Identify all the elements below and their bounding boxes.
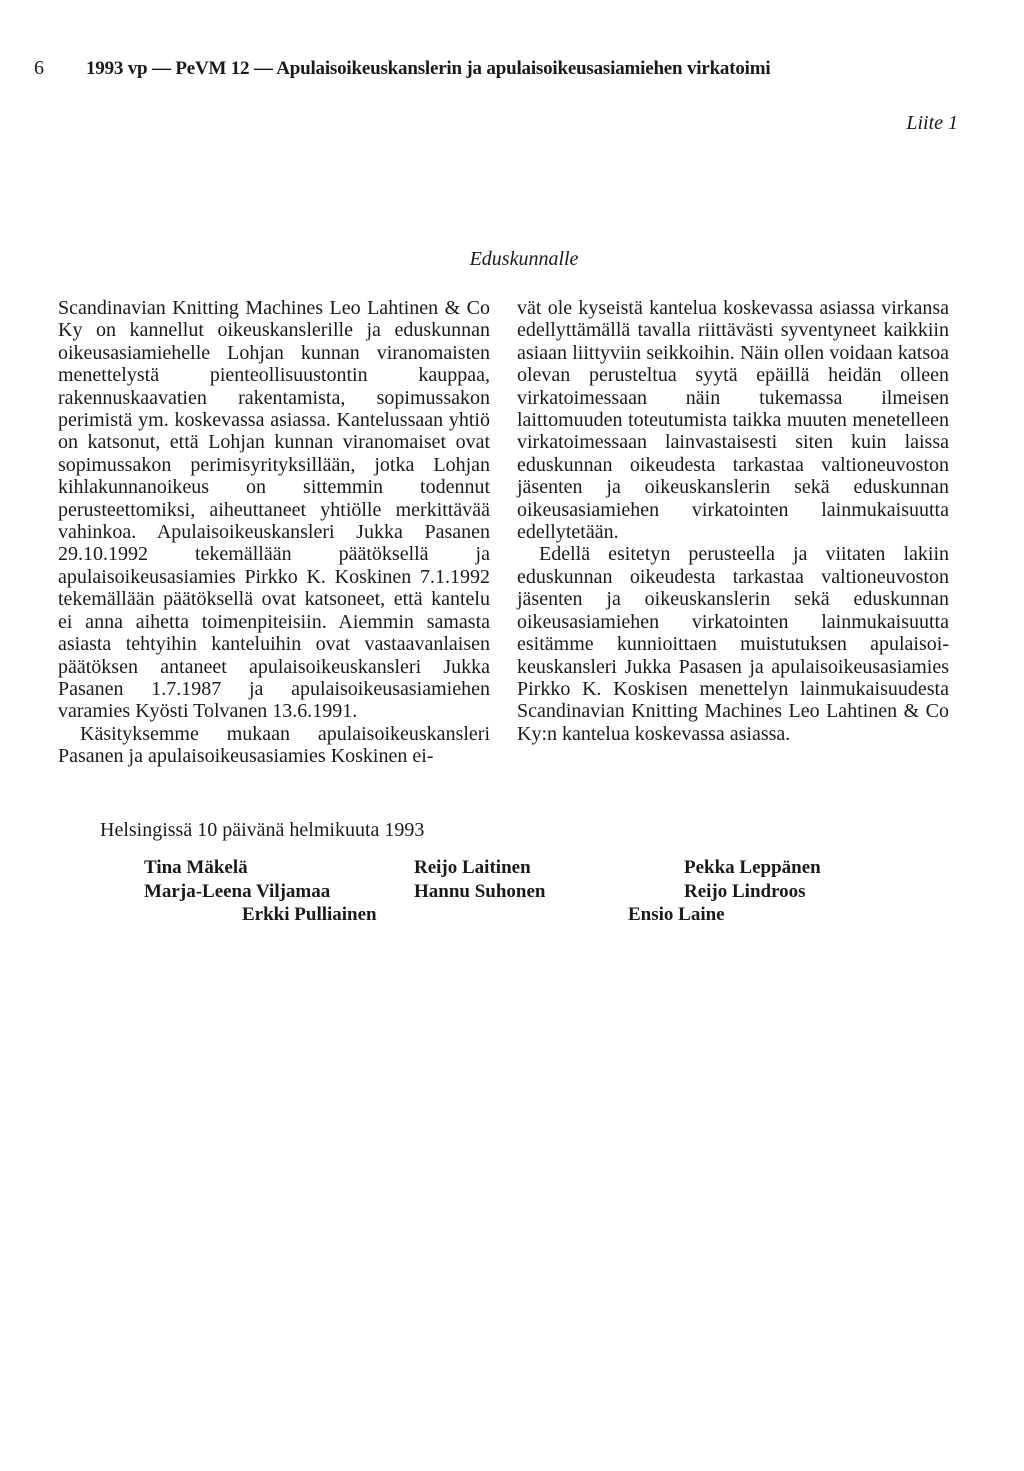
signatory-name: Marja-Leena Viljamaa: [144, 880, 331, 902]
body-paragraph: vät ole kyseistä kantelua koskevassa asiassa virkansa edellyttämällä tavalla riittävästi syventyneet kaikkiin asiaan liittyviin seikkoihin. Näin ollen voidaan katsoa olevan perusteltua syytä epäillä heidän olleen virkatoimessaan näin tukemassa ilmeisen laittomuuden toteutumista taikka muuten menetelleen virkatoimessaan lainvastaisesti siten kuin laissa eduskunnan oikeudesta tarkastaa valtioneuvoston jäsenten ja oikeuskanslerin sekä eduskunnan oikeusasiamiehen virkatointen lainmukaisuutta edellytetään.: [517, 297, 949, 544]
body-paragraph: Edellä esitetyn perusteella ja viitaten lakiin eduskunnan oikeudesta tarkastaa valtioneuvoston jäsenten ja oikeuskanslerin sekä eduskunnan oikeusasiamiehen virkatointen lainmukaisuutta esitämme kunnioittaen muistutuksen apulaisoikeuskansleri Jukka Pasasen ja apulaisoikeusasiamies Pirkko K. Koskisen menettelyn lainmukaisuudesta Scandinavian Knitting Machines Leo Lahtinen & Co Ky:n kantelua koskevassa asiassa.: [517, 543, 949, 745]
signature-column: [414, 856, 614, 903]
signatory-name: Erkki Pulliainen: [242, 904, 377, 925]
place-and-date: Helsingissä 10 päivänä helmikuuta 1993: [100, 819, 425, 841]
body-column-left: [58, 297, 490, 768]
signatory-name: Ensio Laine: [628, 904, 725, 925]
signatory-name: Reijo Lindroos: [684, 880, 806, 902]
running-header-title: 1993 vp — PeVM 12 — Apulaisoikeuskanslerin ja apulaisoikeusasiamiehen virkatoimi: [86, 58, 771, 79]
signature-column: [628, 856, 878, 927]
signatory-name: Reijo Laitinen: [414, 857, 531, 878]
signatory-name: Tina Mäkelä: [144, 857, 248, 878]
body-paragraph: Scandinavian Knitting Machines Leo Lahtinen & Co Ky on kannellut oikeuskanslerille ja eduskunnan oikeusasiamiehelle Lohjan kunnan viranomaisten menettelystä pienteollisuustontin kauppaa, rakennuskaavatien rakentamista, sopimussakon perimistä ym. koskevassa asiassa. Kantelussaan yhtiö on katsonut, että Lohjan kunnan viranomaiset ovat sopimussakon perimisyrityksillään, jotka Lohjan kihlakunnanoikeus on sittemmin todennut perusteettomiksi, aiheuttaneet yhtiölle merkittävää vahinkoa. Apulaisoikeuskansleri Jukka Pasanen 29.10.1992 tekemällään päätöksellä ja apulaisoikeusasiamies Pirkko K. Koskinen 7.1.1992 tekemällään päätöksellä ovat katsoneet, että kantelu ei anna aihetta toimenpiteisiin. Aiemmin samasta asiasta tehtyihin kanteluihin ovat vastaavanlaisen päätöksen antaneet apulaisoikeuskansleri Jukka Pasanen 1.7.1987 ja apulaisoikeusasiamiehen varamies Kyösti Tolvanen 13.6.1991.: [58, 297, 490, 723]
signatory-name: Pekka Leppänen: [684, 857, 821, 878]
body-column-right: [517, 297, 949, 745]
appendix-label: Liite 1: [906, 112, 958, 134]
signature-column: [144, 856, 394, 927]
addressee-heading: Eduskunnalle: [469, 248, 579, 270]
body-paragraph: Käsityksemme mukaan apulaisoikeuskansleri Pasanen ja apulaisoikeusasiamies Koskinen ei-: [58, 722, 490, 768]
page-number: 6: [34, 57, 44, 79]
signatory-name: Hannu Suhonen: [414, 880, 546, 902]
